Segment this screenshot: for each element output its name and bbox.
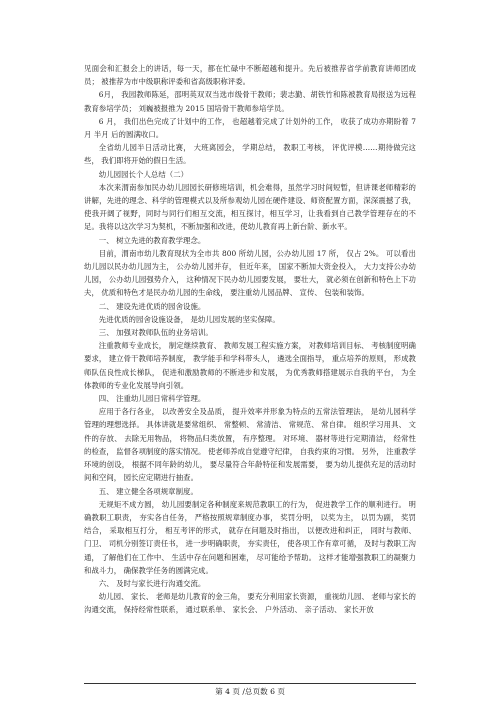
document-body — [84, 62, 416, 617]
paragraph: 应用于各行各业， 以改善安全及品质， 提升效率并形象为特点的五常法管理法， 是幼儿园科学管理的理想选择。 具体讲就是要常组织、 常整顿、 常清洁、 常规范、 常自律。 组织学习用具、 文件的存放、 去除无用物品， 将物品归类放置， 有序整理。 对环境、 器材等进行定期清洁， 经常性的检查， 监督各项制度的落实情况。 使老师养成自觉遵守纪律， 自我约束的习惯。 另外， 注重教学环境的创设， 根据不同年龄的幼儿， 要尽量符合年龄特征和发展需要， 要为幼儿提供充足的活动时间和空间， 园长应定期进行抽查。 — [84, 407, 416, 483]
paragraph: 六、 及时与家长进行沟通交流。 — [98, 578, 206, 588]
paragraph: 一、 树立先进的教育教学理念。 — [98, 235, 206, 245]
paragraph: 无规矩不成方圆， 幼儿园要制定各种制度来规范教职工的行为， 促进教学工作的顺利进行。 明确教职工职责， 夯实各自任务， 严格按照规章制度办事， 奖罚分明， 以奖为主， 以罚为副， 奖罚结合， 采取相互打分， 相互考评的形式， 就存在问题及时指出， 以便改进和纠正， 同时与教师、 门卫、 司机分别签订责任书， 进一步明确职责， 夯实责任， 使各项工作有章可循， 及时与教职工沟通， 了解他们在工作中、 生活中存在问题和困难， 尽可能给予帮助。 这样才能增强教职工的凝聚力和战斗力， 确保教学任务的圆满完成。 — [84, 499, 416, 575]
paragraph: 幼儿园园长个人总结（二） — [98, 169, 189, 179]
paragraph: 三、 加强对教师队伍的业务培训。 — [98, 328, 213, 338]
paragraph: 注重教师专业成长， 制定继续教育、 教师发展工程实施方案， 对教师培训目标、 考核制度明确要求， 建立骨干教师培养制度， 教学能手和学科带头人， 遴选全面指导， 重点培养的原则， 形成教师队伍良性成长梯队， 促进和激励教师的不断进步和发展， 为优秀教师搭建展示自我的平台， 为全体教师的专业化发展导向引领。 — [84, 341, 416, 390]
paragraph: 先进优质的园舍设施设备， 是幼儿园发展的坚实保障。 — [98, 314, 280, 324]
paragraph: 目前，渭南市幼儿教育现状为全市共 800 所幼儿园，公办幼儿园 17 所， 仅占 2%。 可以看出幼儿园以民办幼儿园为主， 公办幼儿园并存， 但近年来， 国家不断加大资金投入， 大力支持公办幼儿园， 公办幼儿园强势介入， 这种情况下民办幼儿园要发展， 要壮大， 就必须在创新和特色上下功夫， 优质和特色才是民办幼儿园的生命线， 要注重幼儿园品牌、 宣传、 包装和装饰。 — [84, 248, 416, 298]
paragraph: 幼儿园、 家长、 老师是幼儿教育的金三角， 要充分利用家长资源， 重视幼儿园、 老师与家长的沟通交流， 保持经常性联系， 通过联系单、 家长会、 户外活动、 亲子活动、 家长开放 — [84, 592, 416, 615]
paragraph: 四、 注重幼儿园日常科学管理。 — [98, 394, 206, 404]
paragraph: 6月， 我园教师陈延，邵明英双双当选市级骨干教师；裴志勤、胡铁竹和陈被教育局报送为远程教育参培学员； 刘巍被报推为 2015 国培骨干教师参培学员。 — [84, 90, 416, 113]
paragraph: 6 月， 我们出色完成了计划中的工作， 也超越着完成了计划外的工作， 收获了成功亦期盼着 7 月 半月 后的圆满收口。 — [84, 116, 416, 140]
paragraph: 全省幼儿园半日活动比赛， 大班离园会， 学期总结， 教职工考核， 评优评模……期待做完这些， 我们即将开始的假日生活。 — [84, 143, 416, 166]
paragraph: 二、 建设先进优质的园舍设施。 — [98, 301, 206, 311]
paragraph: 本次来渭南参加民办幼儿园园长研修班培训，机会难得，虽然学习时间短暂，但讲课老师精彩的讲解，先进的理念、科学的管理模式以及所参观幼儿园在硬件建设、师资配置方面，深深震撼了我，使我开阔了视野，同时与同行们相互交流，相互探讨，相互学习，让我看到自己教学管理存在的不足。我将以这次学习为契机，不断加强和改进，使幼儿教育再上新台阶、新水平。 — [84, 182, 416, 232]
page-footer: 第 4 页 /总页数 6 页 — [215, 687, 285, 696]
paragraph: 见面会和汇报会上的讲话，每一天，都在忙碌中不断超越和提升。先后被推荐省学前教育讲师团成员； 被推荐为市中级职称评委和省高级职称评委。 — [84, 64, 416, 87]
paragraph: 五、 建立健全各项规章制度。 — [98, 486, 198, 496]
footer-divider — [84, 683, 416, 684]
